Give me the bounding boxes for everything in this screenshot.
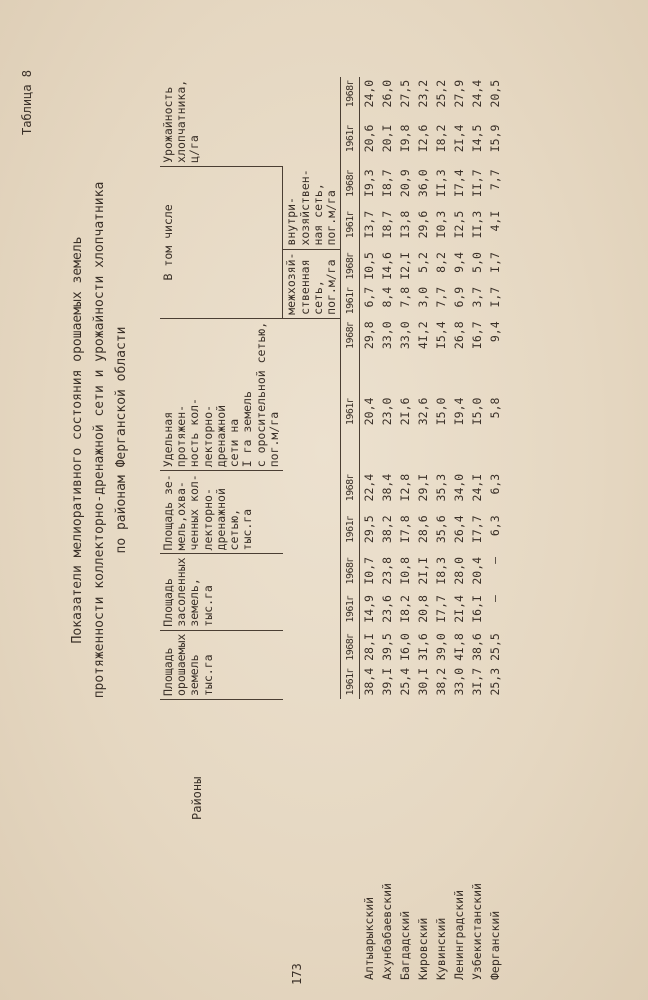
value-cell: 33,0 (451, 667, 466, 696)
value-cell: 36,0 (415, 169, 430, 198)
year-cell: 1968г (341, 166, 360, 207)
value-cell: I4,5 (469, 124, 484, 153)
value-cell: 20,9 (397, 169, 412, 198)
year-cell: 1961г (341, 512, 360, 554)
value-cell: 20,5 (487, 79, 502, 108)
year-cell: 1961г (341, 122, 360, 167)
value-cell: 6,9 (451, 286, 466, 308)
value-cell: 23,2 (415, 79, 430, 108)
value-cell: 24,I (469, 473, 484, 502)
value-cell: 2I,4 (451, 595, 466, 623)
value-cell: 38,4 (379, 473, 394, 502)
value-cell: I9,8 (397, 124, 412, 153)
value-cell: 39,5 (379, 633, 394, 661)
year-cell: 1961г (341, 208, 360, 249)
value-cell: 5,0 (469, 252, 484, 273)
title-line-1: Показатели мелиоративного состояния орошаемых земель (70, 236, 85, 644)
table-row (378, 77, 396, 700)
value-cell: 3,7 (469, 286, 484, 308)
district-name: Ленинградский (452, 889, 466, 980)
header-yield: Урожайность хлопчатника, ц/га (160, 77, 283, 167)
value-cell: 22,4 (361, 473, 376, 502)
value-cell: 5,2 (415, 252, 430, 273)
value-cell: I9,4 (451, 397, 466, 426)
year-row (341, 77, 360, 700)
value-cell: 9,4 (487, 321, 502, 343)
value-cell: 4,I (487, 210, 502, 232)
value-cell: 7,7 (487, 169, 502, 191)
value-cell: I6,0 (397, 633, 412, 661)
value-cell: 6,3 (487, 473, 502, 495)
header-specific-length: Удельная протяжен- ность кол- лекторно- дренажной сети на I га земель с оросительной сетью, пог.м/га (160, 318, 283, 470)
header-group: В том числе (160, 166, 283, 318)
value-cell: 20,6 (361, 124, 376, 153)
value-cell: I2,5 (451, 210, 466, 239)
value-cell: 26,8 (451, 321, 466, 350)
value-cell: 39,I (379, 667, 394, 696)
value-cell: 8,2 (433, 252, 448, 273)
value-cell: I5,4 (433, 321, 448, 350)
value-cell: I0,8 (397, 556, 412, 585)
table-row (468, 77, 486, 700)
value-cell: I5,0 (433, 397, 448, 426)
value-cell: 23,0 (379, 397, 394, 426)
value-cell: 32,6 (415, 397, 430, 426)
value-cell: 38,2 (379, 515, 394, 544)
value-cell: I3,8 (397, 210, 412, 239)
header-saline-area: Площадь засоленных земель, тыс.га (160, 554, 283, 630)
data-table (160, 77, 504, 700)
district-list (360, 883, 504, 980)
value-cell: 25,3 (487, 667, 502, 696)
value-cell: I0,3 (433, 210, 448, 239)
value-cell: 24,0 (361, 79, 376, 108)
value-cell: I2,I (397, 252, 412, 280)
district-name: Ферганский (488, 910, 502, 980)
value-cell: 28,0 (451, 556, 466, 585)
value-cell: 4I,8 (451, 633, 466, 661)
value-cell: 28,I (361, 633, 376, 661)
value-cell: 3I,7 (469, 667, 484, 696)
value-cell: 2I,6 (397, 397, 412, 426)
value-cell: 29,8 (361, 321, 376, 350)
value-cell: I7,7 (433, 595, 448, 623)
year-cell: 1968г (341, 554, 360, 592)
value-cell: 23,6 (379, 595, 394, 623)
table-row (414, 77, 432, 700)
value-cell: 25,4 (397, 667, 412, 696)
value-cell: 25,2 (433, 79, 448, 108)
value-cell: 26,4 (451, 515, 466, 544)
title-line-3: по районам Ферганской области (114, 326, 129, 554)
year-cell: 1968г (341, 77, 360, 122)
title-line-2: протяженности коллекторно-дренажной сети и урожайности хлопчатника (92, 181, 107, 699)
district-name: Узбекистанский (470, 883, 484, 980)
value-cell: 33,0 (379, 321, 394, 350)
value-cell: 29,I (415, 473, 430, 502)
table-caption: Таблица 8 (20, 70, 34, 136)
value-cell: I4,6 (379, 252, 394, 280)
value-cell: I8,7 (379, 210, 394, 239)
year-cell: 1961г (341, 592, 360, 630)
value-cell: 2I,4 (451, 124, 466, 153)
value-cell: 26,0 (379, 79, 394, 108)
year-cell: 1961г (341, 284, 360, 319)
value-cell: I,7 (487, 252, 502, 273)
value-cell: 25,5 (487, 633, 502, 661)
year-cell: 1968г (341, 630, 360, 665)
value-cell: I6,7 (469, 321, 484, 350)
value-cell: 29,6 (415, 210, 430, 239)
value-cell: I0,7 (361, 556, 376, 585)
value-cell: 20,4 (361, 397, 376, 426)
district-header: Районы (190, 776, 204, 820)
value-cell: 29,5 (361, 515, 376, 544)
value-cell: I7,4 (451, 169, 466, 198)
value-cell: 7,7 (433, 286, 448, 308)
header-interfarm: межхозяй- ственная сеть, пог.м/га (283, 249, 341, 318)
header-intrafarm: внутри- хозяйствен- ная сеть, пог.м/га (283, 166, 341, 249)
value-cell: 5,8 (487, 397, 502, 419)
value-cell: 38,4 (361, 667, 376, 696)
district-name: Алтыарыкский (362, 896, 376, 980)
table-row (360, 77, 379, 700)
value-cell: 39,0 (433, 633, 448, 661)
value-cell: 27,5 (397, 79, 412, 108)
value-cell: 30,I (415, 667, 430, 696)
value-cell: 38,2 (433, 667, 448, 696)
value-cell: 28,6 (415, 515, 430, 544)
value-cell: I8,2 (433, 124, 448, 153)
value-cell: I6,I (469, 595, 484, 623)
district-name: Ахунбабаевский (380, 883, 394, 980)
value-cell: I7,7 (469, 515, 484, 544)
district-name: Кировский (416, 917, 430, 980)
district-name: Багдадский (398, 910, 412, 980)
value-cell: I8,3 (433, 556, 448, 585)
district-name: Кувинский (434, 917, 448, 980)
value-cell: 9,4 (451, 252, 466, 273)
value-cell: 35,6 (433, 515, 448, 544)
value-cell: 24,4 (469, 79, 484, 108)
year-cell: 1961г (341, 395, 360, 471)
value-cell: I7,8 (397, 515, 412, 544)
year-cell: 1968г (341, 318, 360, 394)
value-cell: 6,3 (487, 515, 502, 537)
header-drainage-area: Площадь зе- мель,охва- ченных кол- лекторно- дренажной сетью, тыс.га (160, 471, 283, 554)
value-cell: I0,5 (361, 252, 376, 280)
value-cell: 33,0 (397, 321, 412, 350)
header-irrigated-area: Площадь орошаемых земель тыс.га (160, 630, 283, 699)
value-cell: – (487, 556, 502, 564)
value-cell: 20,8 (415, 595, 430, 623)
value-cell: 8,4 (379, 286, 394, 308)
value-cell: 38,6 (469, 633, 484, 661)
year-cell: 1968г (341, 249, 360, 284)
value-cell: 20,I (379, 124, 394, 153)
year-cell: 1961г (341, 665, 360, 700)
value-cell: I8,7 (379, 169, 394, 198)
value-cell: 7,8 (397, 286, 412, 308)
value-cell: II,3 (433, 169, 448, 198)
value-cell: 20,4 (469, 556, 484, 585)
value-cell: I2,8 (397, 473, 412, 502)
value-cell: 34,0 (451, 473, 466, 502)
value-cell: 35,3 (433, 473, 448, 502)
table-row (486, 77, 504, 700)
value-cell: I3,7 (361, 210, 376, 239)
value-cell: I2,6 (415, 124, 430, 153)
value-cell: – (487, 595, 502, 602)
value-cell: I5,9 (487, 124, 502, 153)
value-cell: I8,2 (397, 595, 412, 623)
page-number: 173 (290, 963, 304, 985)
value-cell: 3,0 (415, 286, 430, 308)
value-cell: 23,8 (379, 556, 394, 585)
value-cell: I,7 (487, 286, 502, 308)
value-cell: 2I,I (415, 556, 430, 585)
value-cell: I9,3 (361, 169, 376, 198)
table-row (450, 77, 468, 700)
value-cell: 4I,2 (415, 321, 430, 350)
value-cell: II,3 (469, 210, 484, 239)
value-cell: 3I,6 (415, 633, 430, 661)
value-cell: 6,7 (361, 286, 376, 308)
year-cell: 1968г (341, 471, 360, 513)
table-row (396, 77, 414, 700)
value-cell: I4,9 (361, 595, 376, 623)
table-row (432, 77, 450, 700)
value-cell: I5,0 (469, 397, 484, 426)
value-cell: II,7 (469, 169, 484, 198)
value-cell: 27,9 (451, 79, 466, 108)
